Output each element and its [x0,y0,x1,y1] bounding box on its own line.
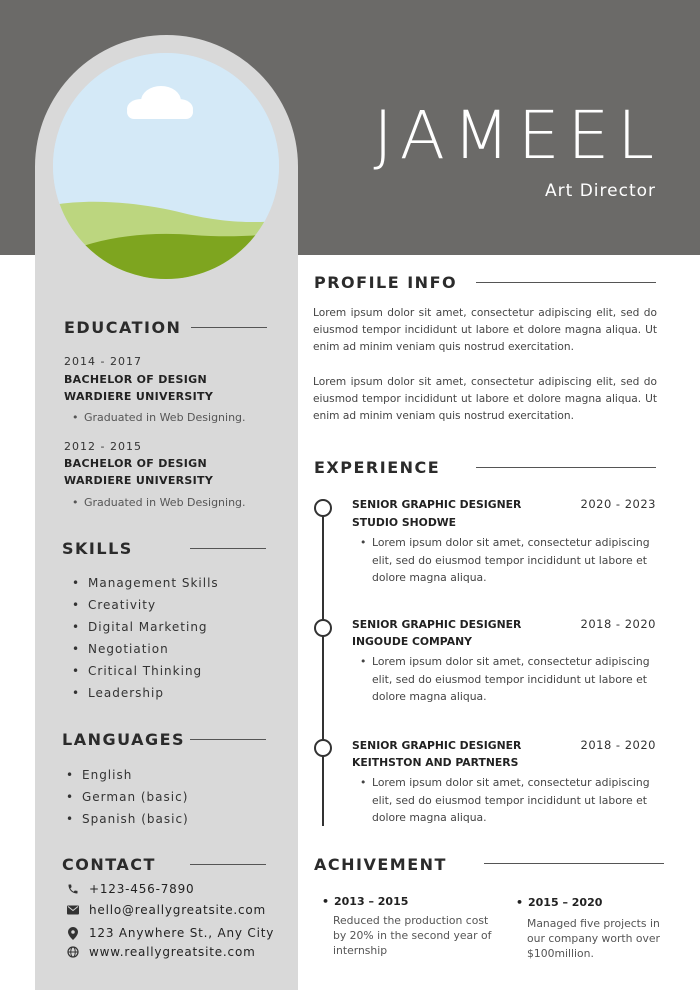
education-degree-1: BACHELOR OF DESIGN [64,373,207,386]
list-item: • Spanish (basic) [64,808,189,830]
profile-photo-placeholder [53,53,279,279]
candidate-name: JAMEEL [373,97,662,174]
languages-rule [190,739,266,740]
contact-heading: CONTACT [62,855,156,874]
job-desc-1: • Lorem ipsum dolor sit amet, consectetur adipiscing elit, sed do eiusmod tempor incididunt ut labore et dolore magna aliqua. [372,534,658,587]
candidate-role: Art Director [545,181,656,201]
website-text: www.reallygreatsite.com [89,945,256,959]
job-title-1: SENIOR GRAPHIC DESIGNER [352,498,522,511]
skills-heading: SKILLS [62,539,133,558]
education-note-1: • Graduated in Web Designing. [66,411,246,424]
contact-phone [66,880,194,898]
contact-website [66,943,256,961]
address-text: 123 Anywhere St., Any City [89,926,275,940]
education-degree-2: BACHELOR OF DESIGN [64,457,207,470]
education-school-2: WARDIERE UNIVERSITY [64,474,214,487]
education-years-1: 2014 - 2017 [64,355,142,368]
education-years-2: 2012 - 2015 [64,440,142,453]
education-rule [191,327,267,328]
achievement-desc-1: Reduced the production cost by 20% in the second year of internship [333,914,492,957]
languages-list [64,764,189,830]
profile-rule [476,282,656,283]
list-item: • Negotiation [70,638,219,660]
job-dates-3: 2018 - 2020 [580,738,656,752]
achievement-rule [484,863,664,864]
landscape-icon [53,53,279,279]
list-item: • Critical Thinking [70,660,219,682]
list-item: • Digital Marketing [70,616,219,638]
timeline-node [314,499,332,517]
education-school-1: WARDIERE UNIVERSITY [64,390,214,403]
skills-list [70,572,219,704]
job-company-2: INGOUDE COMPANY [352,635,472,648]
profile-heading: PROFILE INFO [314,273,458,292]
job-dates-2: 2018 - 2020 [580,617,656,631]
contact-email [66,901,266,919]
job-company-1: STUDIO SHODWE [352,516,457,529]
globe-icon [66,945,80,959]
achievement-years-2: • 2015 – 2020 [528,896,602,909]
phone-text: +123-456-7890 [89,882,195,896]
experience-rule [476,467,656,468]
education-heading: EDUCATION [64,318,182,337]
map-pin-icon [66,926,80,940]
profile-paragraph-1: Lorem ipsum dolor sit amet, consectetur adipiscing elit, sed do eiusmod tempor incididunt ut labore et dolore magna aliqua. Ut enim ad minim veniam quis nostrud exercitation. [313,307,657,353]
job-desc-2: • Lorem ipsum dolor sit amet, consectetur adipiscing elit, sed do eiusmod tempor incididunt ut labore et dolore magna aliqua. [372,653,658,706]
job-desc-3: • Lorem ipsum dolor sit amet, consectetur adipiscing elit, sed do eiusmod tempor incididunt ut labore et dolore magna aliqua. [372,774,658,827]
phone-icon [66,882,80,896]
job-title-3: SENIOR GRAPHIC DESIGNER [352,739,522,752]
job-dates-1: 2020 - 2023 [580,497,656,511]
list-item: • Management Skills [70,572,219,594]
languages-heading: LANGUAGES [62,730,186,749]
list-item: • English [64,764,189,786]
skills-rule [190,548,266,549]
envelope-icon [66,903,80,917]
experience-heading: EXPERIENCE [314,458,441,477]
contact-rule [190,864,266,865]
list-item: • Leadership [70,682,219,704]
list-item: • Creativity [70,594,219,616]
list-item: • German (basic) [64,786,189,808]
education-note-2: • Graduated in Web Designing. [66,496,246,509]
email-text: hello@reallygreatsite.com [89,903,267,917]
achievement-years-1: • 2013 – 2015 [334,895,408,908]
job-company-3: KEITHSTON AND PARTNERS [352,756,519,769]
profile-paragraph-2: Lorem ipsum dolor sit amet, consectetur adipiscing elit, sed do eiusmod tempor incididunt ut labore et dolore magna aliqua. Ut enim ad minim veniam quis nostrud exercitation. [313,376,657,422]
achievement-desc-2: Managed five projects in our company worth over $100million. [527,917,660,960]
timeline-node [314,619,332,637]
contact-address [66,924,274,942]
job-title-2: SENIOR GRAPHIC DESIGNER [352,618,522,631]
timeline-node [314,739,332,757]
achievement-heading: ACHIVEMENT [314,855,447,874]
experience-timeline [322,508,324,826]
